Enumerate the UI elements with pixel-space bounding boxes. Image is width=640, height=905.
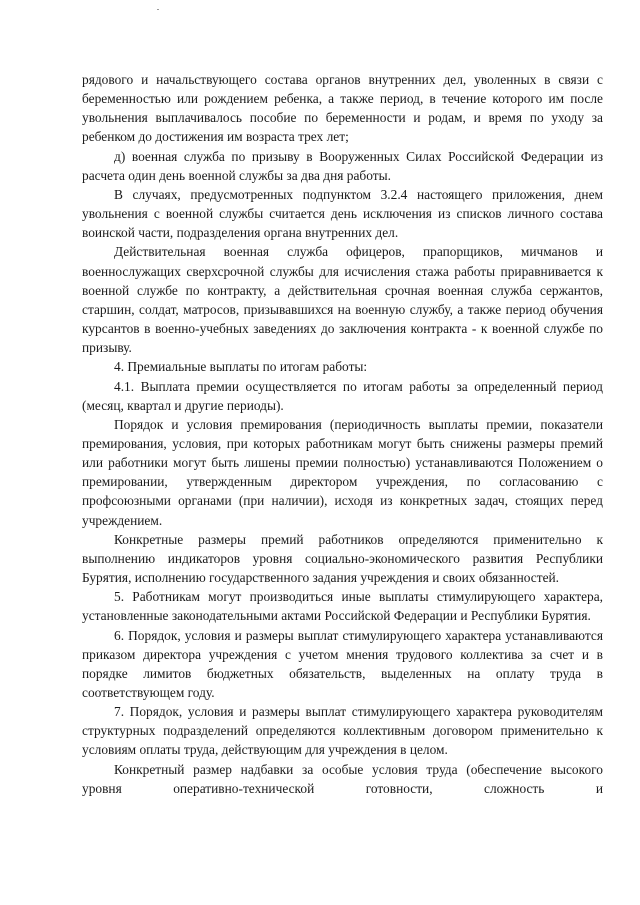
paragraph-6-incentive-procedure: 6. Порядок, условия и размеры выплат стимулирующего характера устанавливаются приказом директора учреждения с учетом мнения трудового коллектива за счет и в порядке лимитов бюджетных обязательств, выделенных на оплату труда в соответствующем году.	[82, 627, 603, 700]
paragraph-bonus-procedure: Порядок и условия премирования (периодичность выплаты премии, показатели премирования, условия, при которых работникам могут быть снижены размеры премий или работники могут быть лишены премии полностью) устанавливаются Положением о премировании, утвержденным директором учреждения, по согласованию с профсоюзными органами (при наличии), исходя из конкретных задач, стоящих перед учреждением.	[82, 416, 603, 528]
paragraph-4-1-bonus-payment: 4.1. Выплата премии осуществляется по итогам работы за определенный период (месяц, квартал и другие периоды).	[82, 378, 603, 413]
paragraph-maternity-period: рядового и начальствующего состава органов внутренних дел, уволенных в связи с беременностью или рождением ребенка, а также период, в течение которого им после увольнения выплачивалось пособие по беременности и родам, и время по уходу за ребенком до достижения им возраста трех лет;	[82, 72, 603, 145]
paragraph-dismissal-day: В случаях, предусмотренных подпунктом 3.2.4 настоящего приложения, днем увольнения с военной службы считается день исключения из списков личного состава воинской части, подразделения органа внутренних дел.	[82, 186, 603, 241]
document-page	[82, 70, 603, 798]
paragraph-special-conditions-allowance: Конкретный размер надбавки за особые условия труда (обеспечение высокого уровня оперативно-технической готовности, сложность и	[82, 761, 603, 796]
paragraph-bonus-amounts: Конкретные размеры премий работников определяются применительно к выполнению индикаторов уровня социально-экономического развития Республики Бурятия, исполнению государственного задания учреждения и своих обязанностей.	[82, 531, 603, 586]
paragraph-5-other-payments: 5. Работникам могут производиться иные выплаты стимулирующего характера, установленные законодательными актами Российской Федерации и Республики Бурятия.	[82, 589, 603, 624]
paragraph-7-department-heads: 7. Порядок, условия и размеры выплат стимулирующего характера руководителям структурных подразделений определяются коллективным договором применительно к условиям оплаты труда, действующим для учреждения в целом.	[82, 704, 603, 758]
paragraph-active-military-service: Действительная военная служба офицеров, прапорщиков, мичманов и военнослужащих сверхсрочной службы для исчисления стажа работы приравнивается к военной службе по контракту, а действительная срочная военная служба сержантов, старшин, солдат, матросов, призывавшихся на военную службу, а также период обучения курсантов в военно-учебных заведениях до заключения контракта - к военной службе по призыву.	[82, 244, 603, 356]
scan-mark	[157, 9, 159, 10]
paragraph-section-4-heading: 4. Премиальные выплаты по итогам работы:	[114, 359, 368, 375]
paragraph-military-conscription: д) военная служба по призыву в Вооруженных Силах Российской Федерации из расчета один день военной службы за два дня работы.	[82, 148, 603, 183]
